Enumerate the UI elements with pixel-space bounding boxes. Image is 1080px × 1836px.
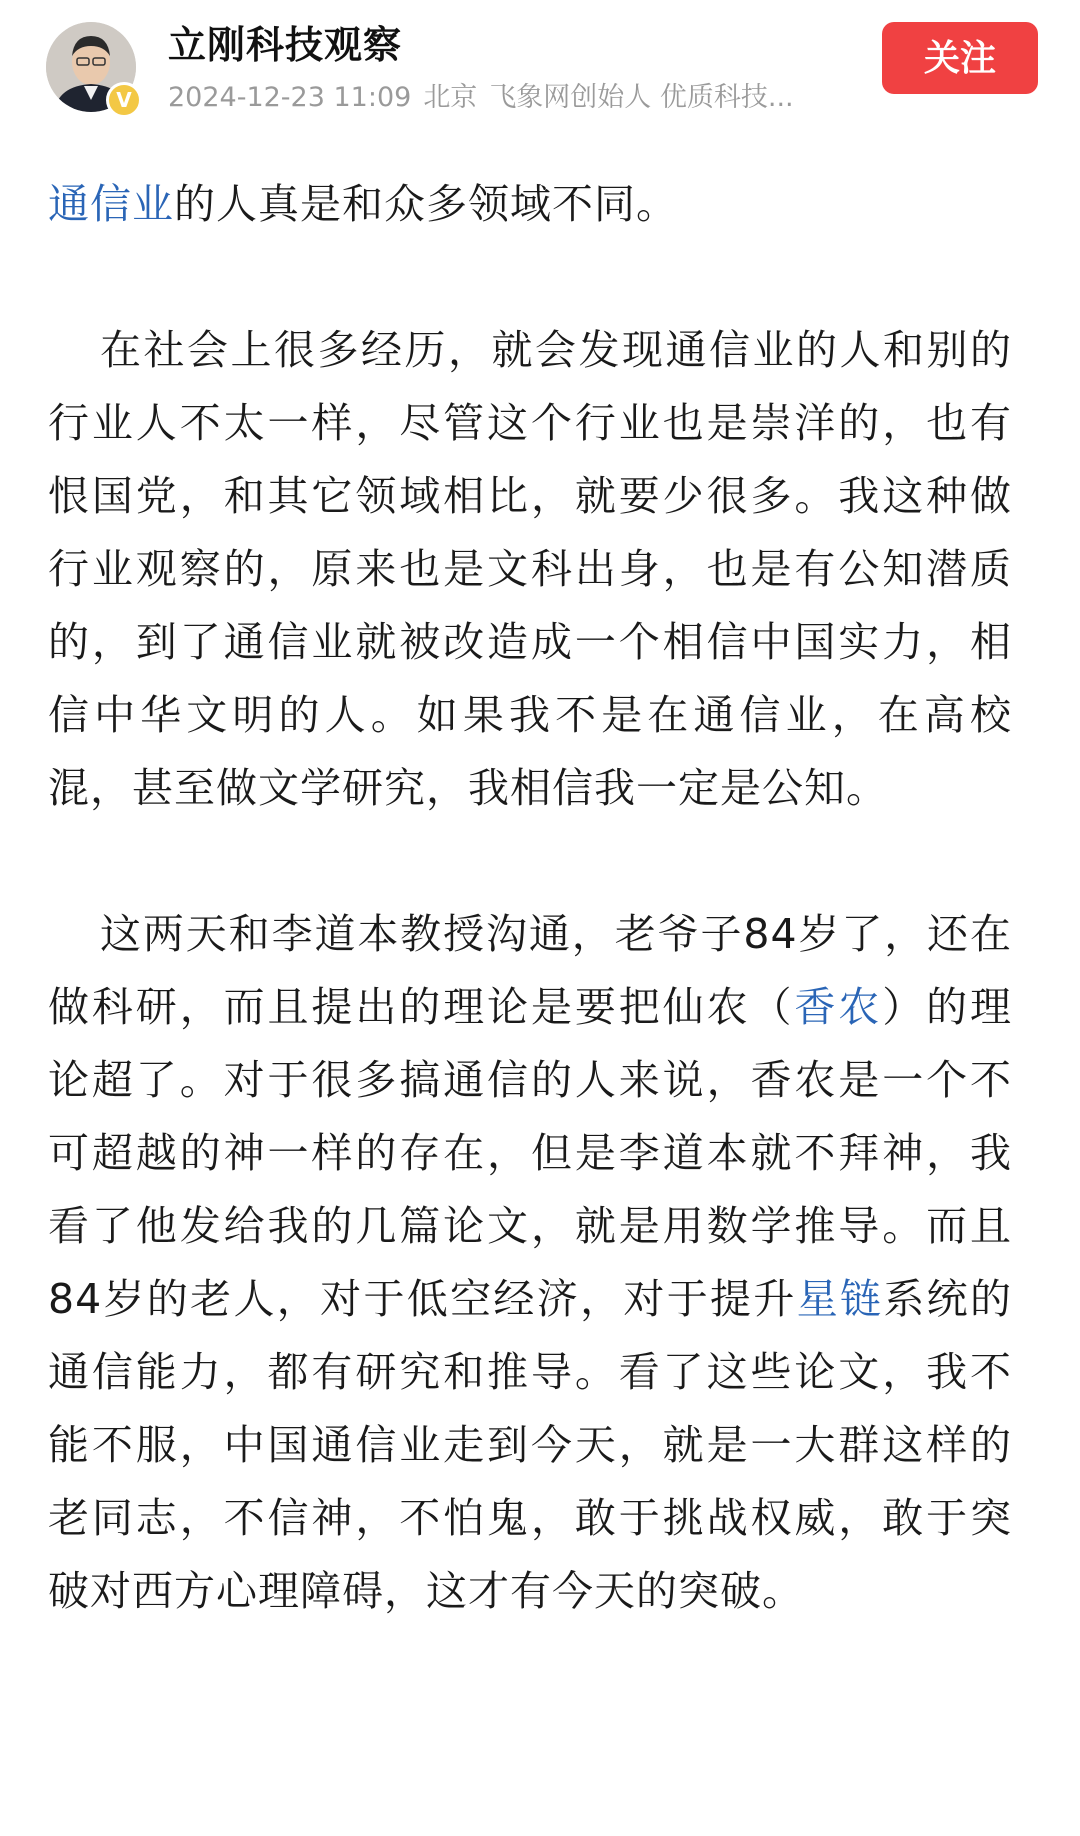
author-description: 飞象网创始人 优质科技... [489,82,794,113]
topic-link-telecom[interactable]: 通信业 [48,180,174,228]
paragraph-text: ）的理论超了。对于很多搞通信的人来说，香农是一个不可超越的神一样的存在，但是李道本就不拜神，我看了他发给我的几篇论文，就是用数学推导。而且84岁的老人，对于低空经济，对于提升 [48,983,1013,1323]
post-location: 北京 [423,82,478,113]
post-datetime: 2024-12-23 11:09 [168,82,412,113]
topic-link-shannon[interactable]: 香农 [794,983,883,1031]
verified-badge-icon: V [106,82,142,118]
post-header [0,0,1080,150]
article-paragraph-3 [48,898,1012,1628]
article-paragraph-2 [48,314,1012,825]
article-paragraph-1 [48,168,1012,241]
post-meta [168,80,858,116]
paragraph-text: 在社会上很多经历，就会发现通信业的人和别的行业人不太一样，尽管这个行业也是崇洋的，也有恨国党，和其它领域相比，就要少很多。我这种做行业观察的，原来也是文科出身，也是有公知潜质的，到了通信业就被改造成一个相信中国实力，相信中华文明的人。如果我不是在通信业，在高校混，甚至做文学研究，我相信我一定是公知。 [48,326,1012,812]
author-name[interactable]: 立刚科技观察 [168,23,403,67]
paragraph-text: 的人真是和众多领域不同。 [174,180,678,228]
topic-link-starlink[interactable]: 星链 [796,1275,884,1323]
follow-button[interactable]: 关注 [882,22,1038,94]
article-body [48,168,1012,1628]
paragraph-text: 系统的通信能力，都有研究和推导。看了这些论文，我不能不服，中国通信业走到今天，就是一大群这样的老同志，不信神，不怕鬼，敢于挑战权威，敢于突破对西方心理障碍，这才有今天的突破。 [48,1275,1013,1615]
paragraph-text: 这两天和李道本教授沟通，老爷子84岁了，还在做科研，而且提出的理论是要把仙农（ [48,910,1012,1031]
